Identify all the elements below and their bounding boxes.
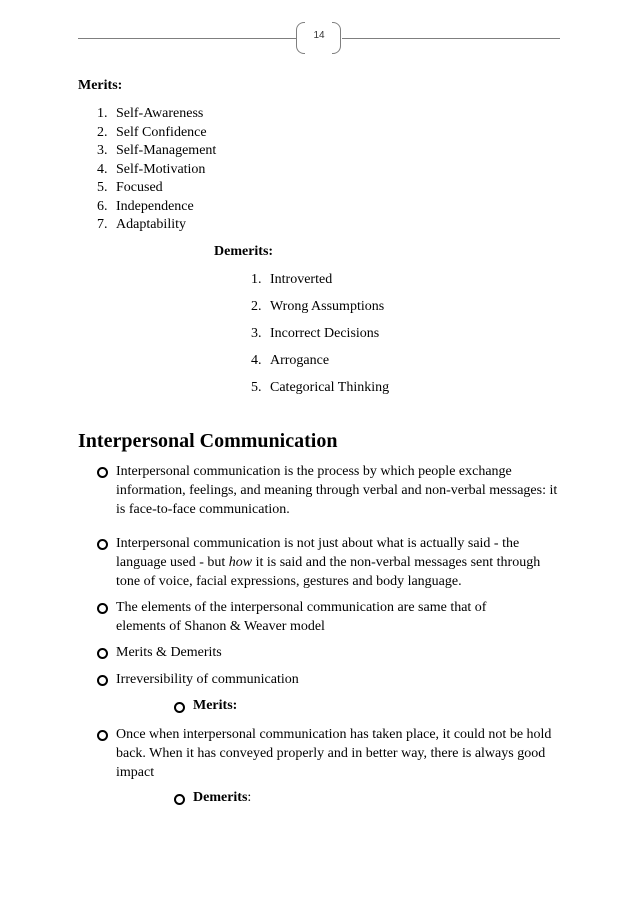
bullet-circle-icon xyxy=(97,467,108,478)
header-bracket-right xyxy=(332,22,341,54)
section-title: Interpersonal Communication xyxy=(78,430,338,452)
bullet-text: Merits & Demerits xyxy=(116,645,222,660)
bullet-text: Interpersonal communication is the process by which people exchange information, feelings, and meaning through verbal and non-verbal messages: it is face-to-face communication. xyxy=(116,464,558,517)
bullet-circle-icon xyxy=(97,648,108,659)
bullet-text: Interpersonal communication is not just about what is actually said - the language used - but how it is said and the non-verbal messages sent through tone of voice, facial expressions, gestures and body language. xyxy=(116,536,541,589)
bullet-circle-icon xyxy=(97,539,108,550)
bullet-text: Once when interpersonal communication has taken place, it could not be hold back. When it has conveyed properly and in better way, there is always good impact xyxy=(116,727,552,780)
document-page: 14 Merits: 1. Self-Awareness 2. Self Confidence 3. Self-Management 4. Self-Motivation 5. Focused 6. Independence 7. Adaptability Demerits: 1. Introverted 2. Wrong Assumptions 3. Incorrect Decisions 4. Arrogance 5. Categorical Thinking Interpersonal Communication Interpersonal communication is the process by which people exchange information, feelings, and meaning through verbal and non-verbal messages: it is face-to-face communication. Interpersonal communication is not just about what is actually said - the language used - but how it is said and the non-verbal messages sent through tone of voice, facial expressions, gestures and body language. The elements of the interpersonal communication are same that of elements of Shanon & Weaver model Merits & Demerits Irreversibility of communication Merits: Once when interpersonal communication has taken place, it could not be hold back. When it has conveyed properly and in better way, there is always good impact Demerits: xyxy=(0,0,638,903)
bullet-circle-icon xyxy=(97,603,108,614)
header-rule-left xyxy=(78,38,296,39)
bullet-circle-icon xyxy=(174,702,185,713)
sub-heading-merits: Merits: xyxy=(193,698,238,713)
demerits-heading: Demerits: xyxy=(214,244,274,259)
bullet-text: Irreversibility of communication xyxy=(116,672,299,687)
header-rule-right xyxy=(342,38,560,39)
header-bracket-left xyxy=(296,22,305,54)
bullet-circle-icon xyxy=(97,675,108,686)
sub-heading-demerits: Demerits: xyxy=(193,790,252,805)
merits-heading: Merits: xyxy=(78,78,123,93)
bullet-circle-icon xyxy=(97,730,108,741)
page-number: 14 xyxy=(313,30,325,41)
bullet-circle-icon xyxy=(174,794,185,805)
bullet-text: The elements of the interpersonal communication are same that of elements of Shanon & Weaver model xyxy=(116,600,487,634)
